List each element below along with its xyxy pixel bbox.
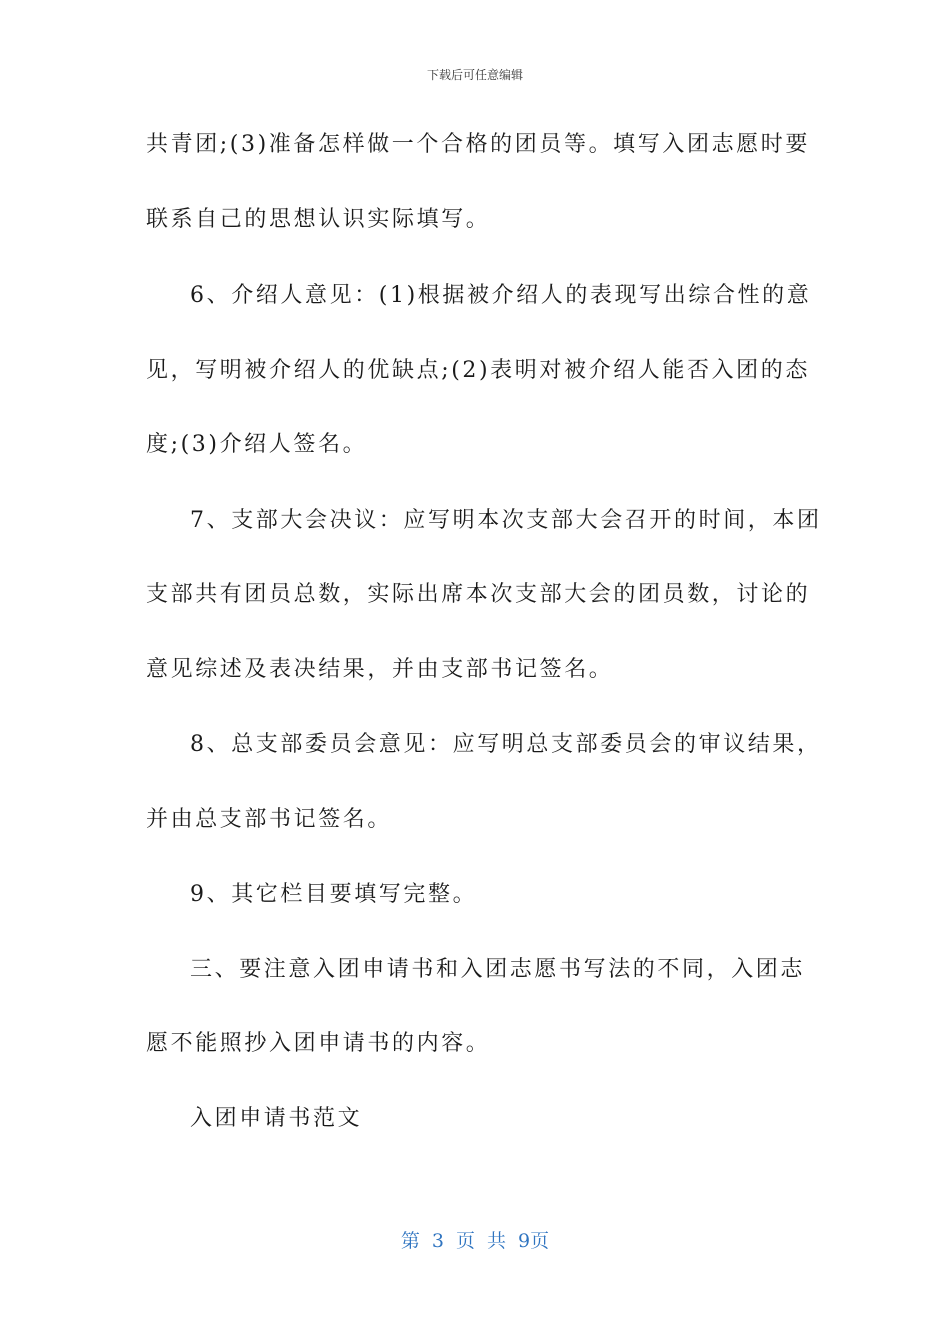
text-line: 度;(3)介绍人签名。: [146, 432, 368, 457]
text-line: 联系自己的思想认识实际填写。: [146, 207, 491, 232]
section-title: 入团申请书范文: [190, 1106, 363, 1131]
text-line: 并由总支部书记签名。: [146, 807, 393, 832]
text-line: 共青团;(3)准备怎样做一个合格的团员等。填写入团志愿时要: [146, 132, 810, 157]
text-line: 见，写明被介绍人的优缺点;(2)表明对被介绍人能否入团的态: [146, 358, 810, 383]
page-number-footer: [0, 1226, 950, 1253]
page-header-note: 下载后可任意编辑: [426, 68, 523, 82]
current-page-number: 3: [431, 1230, 444, 1252]
text-line: 8、总支部委员会意见：应写明总支部委员会的审议结果，: [190, 732, 822, 757]
text-line: 意见综述及表决结果，并由支部书记签名。: [146, 657, 614, 682]
page-label-prefix: 第: [400, 1230, 420, 1252]
text-line: 愿不能照抄入团申请书的内容。: [146, 1031, 491, 1056]
text-line: 7、支部大会决议：应写明本次支部大会召开的时间，本团: [190, 508, 822, 533]
text-line: 9、其它栏目要填写完整。: [190, 882, 478, 907]
page-label-mid: 页 共: [455, 1230, 507, 1252]
text-line: 三、要注意入团申请书和入团志愿书写法的不同，入团志: [190, 957, 806, 982]
total-pages: 9页: [518, 1230, 550, 1252]
text-line: 支部共有团员总数，实际出席本次支部大会的团员数，讨论的: [146, 582, 811, 607]
text-line: 6、介绍人意见：(1)根据被介绍人的表现写出综合性的意: [190, 283, 812, 308]
